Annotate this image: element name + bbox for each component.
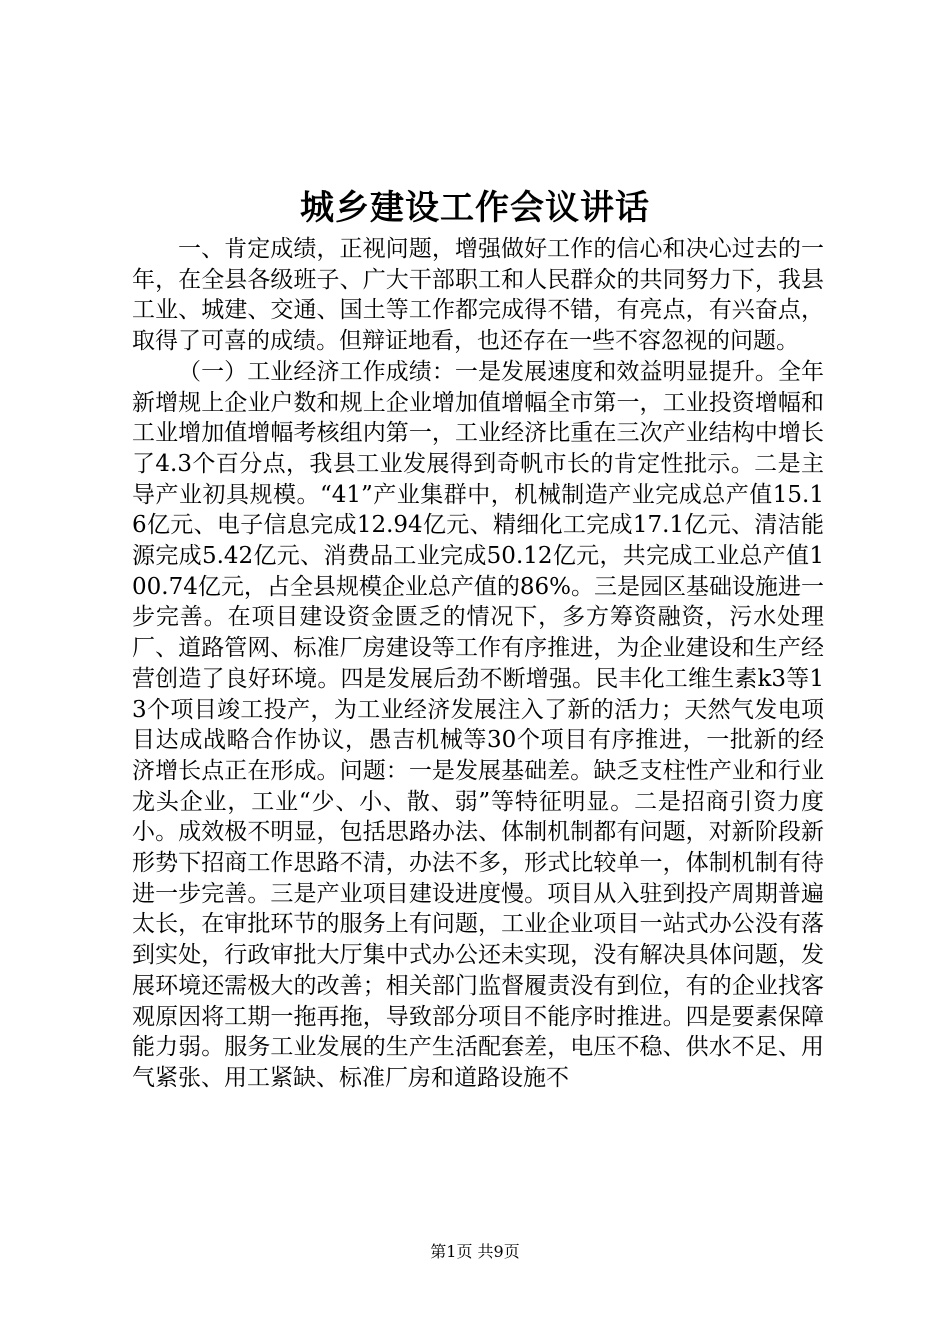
document-title: 城乡建设工作会议讲话 [300, 188, 650, 228]
paragraph-intro: 一、肯定成绩，正视问题，增强做好工作的信心和决心过去的一年，在全县各级班子、广大干部职工和人民群众的共同努力下，我县工业、城建、交通、国土等工作都完成得不错，有亮点，有兴奋点，取得了可喜的成绩。但辩证地看，也还存在一些不容忽视的问题。 [132, 236, 824, 355]
document-body [132, 234, 824, 1094]
paragraph-industrial-economy: （一）工业经济工作成绩：一是发展速度和效益明显提升。全年新增规上企业户数和规上企业增加值增幅全市第一，工业投资增幅和工业增加值增幅考核组内第一，工业经济比重在三次产业结构中增长了4.3个百分点，我县工业发展得到奇帆市长的肯定性批示。二是主导产业初具规模。“41”产业集群中，机械制造产业完成总产值15.16亿元、电子信息完成12.94亿元、精细化工完成17.1亿元、清洁能源完成5.42亿元、消费品工业完成50.12亿元，共完成工业总产值100.74亿元，占全县规模企业总产值的86%。三是园区基础设施进一步完善。在项目建设资金匮乏的情况下，多方筹资融资，污水处理厂、道路管网、标准厂房建设等工作有序推进，为企业建设和生产经营创造了良好环境。四是发展后劲不断增强。民丰化工维生素k3等13个项目竣工投产，为工业经济发展注入了新的活力；天然气发电项目达成战略合作协议，愚吉机械等30个项目有序推进，一批新的经济增长点正在形成。问题：一是发展基础差。缺乏支柱性产业和行业龙头企业，工业“少、小、散、弱”等特征明显。二是招商引资力度小。成效极不明显，包括思路办法、体制机制都有问题，对新阶段新形势下招商工作思路不清，办法不多，形式比较单一，体制机制有待进一步完善。三是产业项目建设进度慢。项目从入驻到投产周期普遍太长，在审批环节的服务上有问题，工业企业项目一站式办公没有落到实处，行政审批大厅集中式办公还未实现，没有解决具体问题，发展环境还需极大的改善；相关部门监督履责没有到位，有的企业找客观原因将工期一拖再拖，导致部分项目不能序时推进。四是要素保障能力弱。服务工业发展的生产生活配套差，电压不稳、供水不足、用气紧张、用工紧缺、标准厂房和道路设施不 [132, 358, 824, 1091]
page-number-footer: 第1页 共9页 [430, 1242, 520, 1261]
